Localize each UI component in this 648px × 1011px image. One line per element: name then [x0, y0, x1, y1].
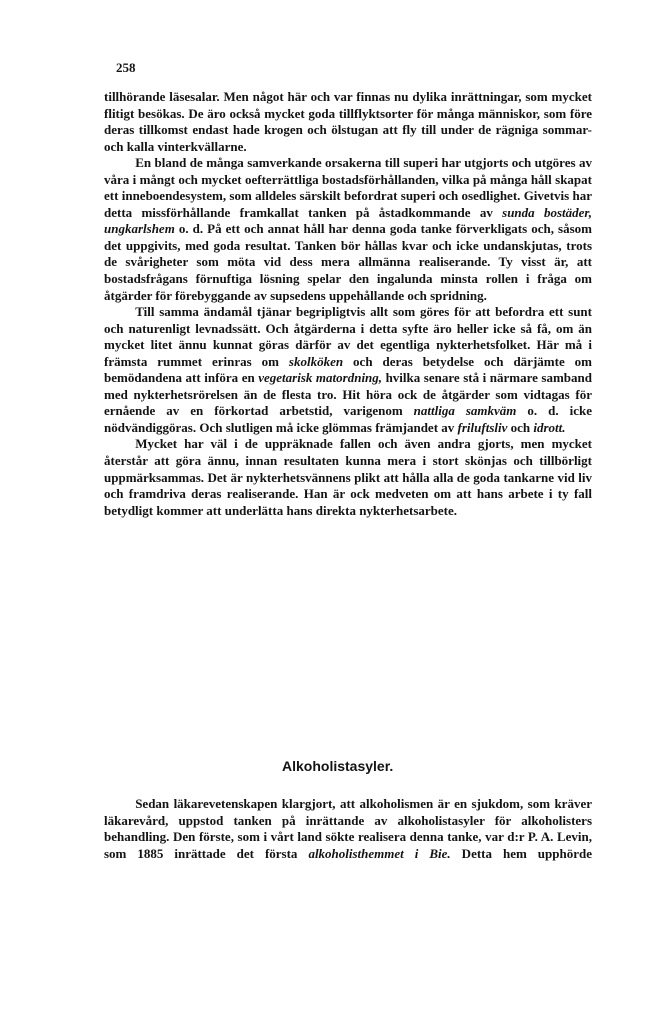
paragraph [104, 89, 592, 155]
text-run: tillhörande läsesalar. Men något här och var finnas nu dylika inrättningar, som mycket flitigt besökas. De äro också mycket goda tillflyktsorter för många människor, som före deras tillkomst endast hade krogen och ölstugan att fly till under de rägniga sommar- och kalla vinterkvällarne. [104, 89, 592, 154]
text-run: Detta hem upphörde [450, 845, 592, 861]
body-text-upper [104, 89, 592, 519]
text-run: och [507, 419, 534, 435]
emphasized-text: idrott. [533, 419, 566, 435]
text-run: Mycket har väl i de uppräknade fallen och även andra gjorts, men mycket återstår att göra ännu, innan resultaten kunna mera i stort skönjas och tillbörligt uppmärksammas. Det är nykterhetsvännens plikt att hålla alla de goda tankarne vid liv och framdriva deras realiserande. Han är ock medveten om att hans arbete i ty fall betydligt kommer att underlätta hans direkta nykterhetsarbete. [104, 436, 592, 518]
section-heading: Alkoholistasyler. [282, 758, 394, 774]
paragraph [104, 304, 592, 436]
emphasized-text: nattliga samkväm [413, 403, 517, 419]
text-run: och deras betydelse och därjämte om bemödandena att införa en [104, 353, 592, 386]
text-run: o. d. icke nödvändiggöras. Och slutligen må icke glömmas främjandet av [104, 403, 592, 435]
text-run: hvilka senare stå i närmare samband med nykterhetsrörelsen än de flesta tro. Hit höra ock de åtgärder som vidtagas för ernående av en förkortad arbetstid, varigenom [104, 370, 592, 419]
emphasized-text: sunda bostäder, ungkarlshem [104, 204, 593, 237]
text-run: Till samma ändamål tjänar begripligtvis allt som göres för att befordra ett sunt och naturenligt levnadssätt. Och åtgärderna i detta syfte äro heller icke så få, om än mycket litet ännu kunnat göras därför av det egentliga nykterhetsfolket. Här må i främsta rummet erinras om [104, 304, 592, 369]
paragraph [104, 436, 592, 519]
text-run: Sedan läkarevetenskapen klargjort, att alkoholismen är en sjukdom, som kräver läkarevård, uppstod tanken på inrättande av alkoholistasyler för alkoholisters behandling. Den förste, som i vårt land sökte realisera denna tanke, var d:r P. A. Levin, som 1885 inrättade det första [104, 796, 592, 861]
emphasized-text: alkoholisthemmet i Bie. [308, 845, 451, 861]
emphasized-text: friluftsliv [457, 419, 508, 435]
page-number: 258 [116, 60, 136, 75]
text-run: o. d. På ett och annat håll har denna goda tanke förverkligats och, såsom det uppgivits, med goda resultat. Tanken bör hållas kvar och icke undanskjutas, trots de svårigheter som möta vid dess mera allmänna realiserande. Ty visst är, att bostadsfrågans förnuftiga lösning spelar den ingalunda minsta rollen i fråga om åtgärder för förebyggande av supsedens uppehållande och spridning. [104, 221, 592, 303]
text-run: En bland de många samverkande orsakerna till superi har utgjorts och utgöres av våra i mångt och mycket oefterrättliga bostadsförhållanden, vilka på många håll skapat ett inneboendesystem, som alldeles särskilt befordrat superi och osedlighet. Givetvis har detta missförhållande framkallat tanken på åstadkommande av [104, 155, 592, 220]
emphasized-text: vegetarisk matordning, [258, 370, 383, 386]
paragraph [104, 155, 592, 304]
emphasized-text: skolköken [288, 353, 344, 369]
paragraph [104, 796, 592, 862]
body-text-lower [104, 796, 592, 862]
